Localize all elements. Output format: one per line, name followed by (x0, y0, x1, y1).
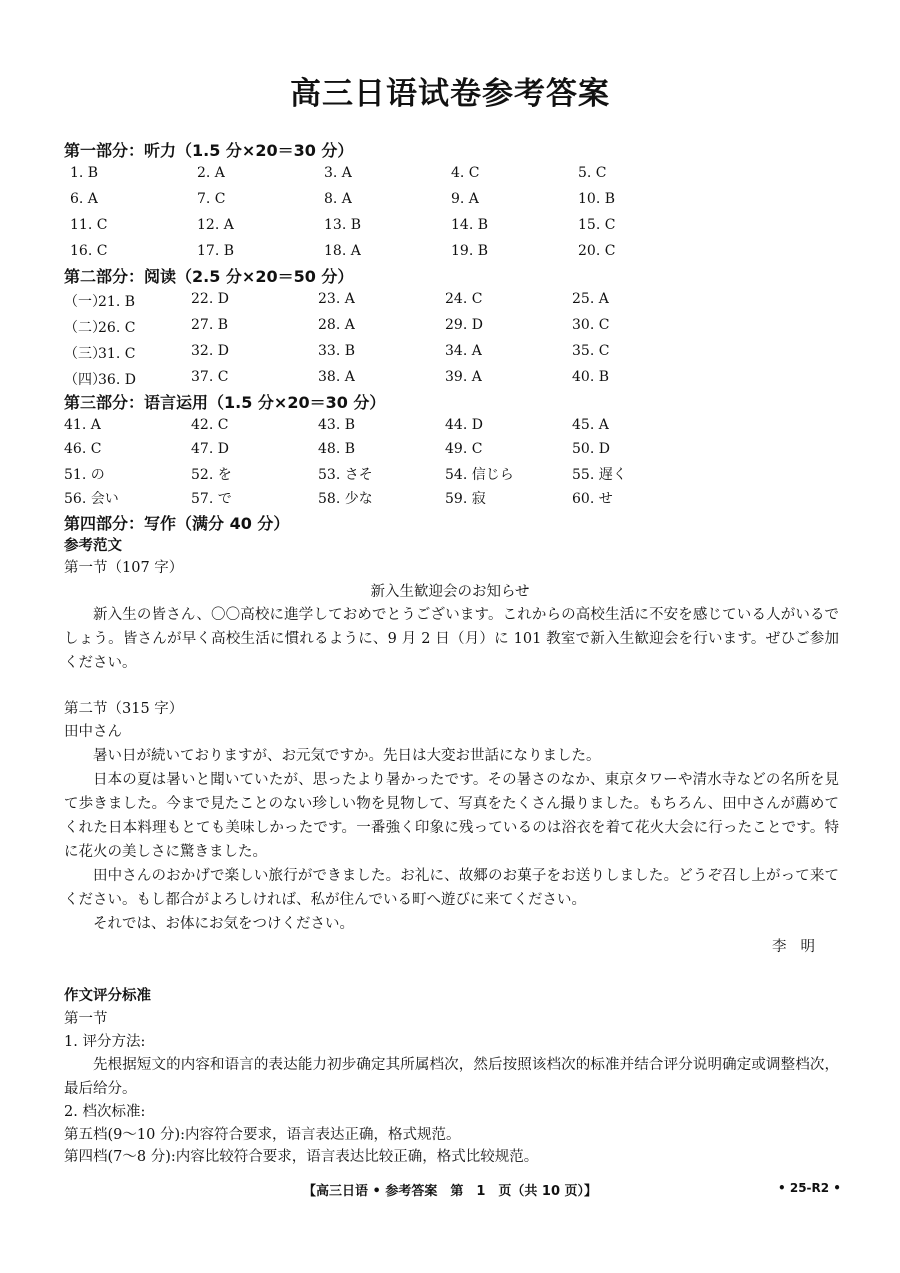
answer-cell: 1. B (70, 165, 99, 181)
letter-paragraph: それでは、お体にお気をつけください。 (93, 916, 354, 932)
answer-cell: （四）36. D (64, 369, 136, 389)
page-footer: 【高三日语 • 参考答案 第 1 页（共 10 页）】 (302, 1184, 598, 1199)
passage-prefix: （二） (64, 320, 106, 336)
answer-cell: 13. B (324, 217, 362, 233)
answer-row (70, 191, 690, 217)
answer-row (64, 291, 684, 317)
answer-cell: 23. A (318, 291, 355, 307)
answer-cell: （一）21. B (64, 291, 135, 311)
answer-row (64, 441, 684, 465)
answer-cell: 30. C (572, 317, 610, 333)
answer-cell: 40. B (572, 369, 610, 385)
letter-salutation: 田中さん (64, 724, 122, 740)
page-title: 高三日语试卷参考答案 (290, 76, 610, 112)
grading-level: 第四档(7～8 分):内容比较符合要求，语言表达比较正确，格式比较规范。 (64, 1149, 539, 1165)
answer-cell: 34. A (445, 343, 482, 359)
passage-prefix: （一） (64, 294, 106, 310)
answer-cell: 49. C (445, 440, 483, 457)
answer-cell: 15. C (578, 217, 616, 233)
part2-answer-grid (64, 291, 684, 395)
answer-cell: 53. さそ (318, 467, 373, 483)
sample-essay-label: 参考范文 (64, 538, 122, 554)
answer-cell: 29. D (445, 317, 483, 333)
grading-standard-label: 2. 档次标准: (64, 1104, 146, 1120)
answer-cell: 37. C (191, 369, 229, 385)
letter-paragraph: 田中さんのおかげで楽しい旅行ができました。お礼に、故郷のお菓子をお送りしました。どうぞ召し上がって来てください。もし都合がよろしければ、私が住んでいる町へ遊びに来てください。 (64, 868, 839, 908)
passage-prefix: （三） (64, 346, 106, 362)
answer-cell: 48. B (318, 440, 356, 457)
answer-cell: 14. B (451, 217, 489, 233)
answer-cell: 56. 会い (64, 490, 119, 507)
letter-paragraph: 日本の夏は暑いと聞いていたが、思ったより暑かったです。その暑さのなか、東京タワーや清水寺などの名所を見て歩きました。今まで見たことのない珍しい物を見物して、写真をたくさん撮りました。もちろん、田中さんが薦めてくれた日本料理もとても美味しかったです。一番強く印象に残っているのは浴衣を着て花火大会に行ったことです。特に花火の美しさに驚きました。 (64, 772, 839, 860)
answer-row (64, 343, 684, 369)
grading-method-text: 先根据短文的内容和语言的表达能力初步确定其所属档次，然后按照该档次的标准并结合评分说明确定或调整档次，最后给分。 (64, 1057, 839, 1097)
answer-cell: 3. A (324, 165, 352, 181)
footer-code: • 25-R2 • (778, 1181, 841, 1195)
answer-cell: （二）26. C (64, 317, 135, 337)
answer-cell: 19. B (451, 243, 489, 259)
answer-cell: 25. A (572, 291, 609, 307)
answer-cell: 44. D (445, 417, 483, 433)
answer-cell: 18. A (324, 243, 361, 259)
answer-cell: 5. C (578, 165, 607, 181)
answer-cell: 4. C (451, 165, 480, 181)
grading-level: 第五档(9～10 分):内容符合要求，语言表达正确，格式规范。 (64, 1127, 461, 1143)
section2-label: 第二节（315 字） (64, 701, 184, 717)
letter-paragraph: 暑い日が続いておりますが、お元気ですか。先日は大変お世話になりました。 (93, 748, 601, 764)
answer-row (64, 317, 684, 343)
answer-cell: 27. B (191, 317, 229, 333)
part3-heading: 第三部分：语言运用（1.5 分×20＝30 分） (64, 393, 386, 412)
section1-label: 第一节（107 字） (64, 560, 184, 576)
answer-cell: 51. の (64, 467, 105, 483)
answer-cell: 12. A (197, 217, 234, 233)
answer-cell: 43. B (318, 417, 356, 433)
answer-cell: 57. で (191, 490, 232, 507)
passage-prefix: （四） (64, 372, 106, 388)
answer-cell: （三）31. C (64, 343, 135, 363)
notice-title: 新入生歓迎会のお知らせ (370, 584, 530, 600)
answer-cell: 2. A (197, 165, 225, 181)
answer-row (70, 217, 690, 243)
answer-cell: 24. C (445, 291, 483, 307)
section1-body: 新入生の皆さん、〇〇高校に進学しておめでとうございます。これからの高校生活に不安を感じている人がいるでしょう。皆さんが早く高校生活に慣れるように、9 月 2 日（月）に 101 教室で新入生歓迎会を行います。ぜひご参加ください。 (64, 607, 839, 671)
answer-cell: 46. C (64, 440, 102, 457)
answer-cell: 9. A (451, 191, 479, 207)
part2-heading: 第二部分：阅读（2.5 分×20＝50 分） (64, 267, 354, 286)
answer-cell: 39. A (445, 369, 482, 385)
answer-cell: 20. C (578, 243, 616, 259)
part1-answer-grid (70, 165, 690, 269)
answer-cell: 59. 寂 (445, 490, 486, 507)
answer-cell: 11. C (70, 217, 108, 233)
answer-cell: 22. D (191, 291, 229, 307)
answer-cell: 16. C (70, 243, 108, 259)
answer-cell: 10. B (578, 191, 616, 207)
answer-row (70, 165, 690, 191)
answer-cell: 6. A (70, 191, 98, 207)
answer-cell: 47. D (191, 440, 229, 457)
answer-cell: 42. C (191, 417, 229, 433)
answer-cell: 60. せ (572, 490, 613, 507)
answer-row (64, 417, 684, 441)
answer-row (64, 488, 684, 512)
answer-row (64, 464, 684, 488)
answer-cell: 35. C (572, 343, 610, 359)
answer-cell: 58. 少な (318, 490, 373, 507)
answer-cell: 54. 信じら (445, 467, 514, 483)
answer-cell: 32. D (191, 343, 229, 359)
answer-cell: 45. A (572, 417, 609, 433)
answer-cell: 33. B (318, 343, 356, 359)
grading-method-label: 1. 评分方法: (64, 1034, 146, 1050)
grading-heading: 作文评分标准 (64, 988, 151, 1004)
answer-cell: 17. B (197, 243, 235, 259)
answer-cell: 55. 遅く (572, 467, 627, 483)
letter-signature: 李明 (772, 939, 829, 955)
answer-cell: 8. A (324, 191, 352, 207)
part1-heading: 第一部分：听力（1.5 分×20＝30 分） (64, 141, 354, 160)
answer-cell: 52. を (191, 467, 232, 483)
answer-cell: 50. D (572, 440, 610, 457)
grading-section: 第一节 (64, 1011, 108, 1027)
answer-cell: 41. A (64, 417, 101, 433)
answer-cell: 7. C (197, 191, 226, 207)
answer-cell: 28. A (318, 317, 355, 333)
answer-cell: 38. A (318, 369, 355, 385)
part4-heading: 第四部分：写作（满分 40 分） (64, 514, 290, 533)
part3-answer-grid (64, 417, 684, 511)
